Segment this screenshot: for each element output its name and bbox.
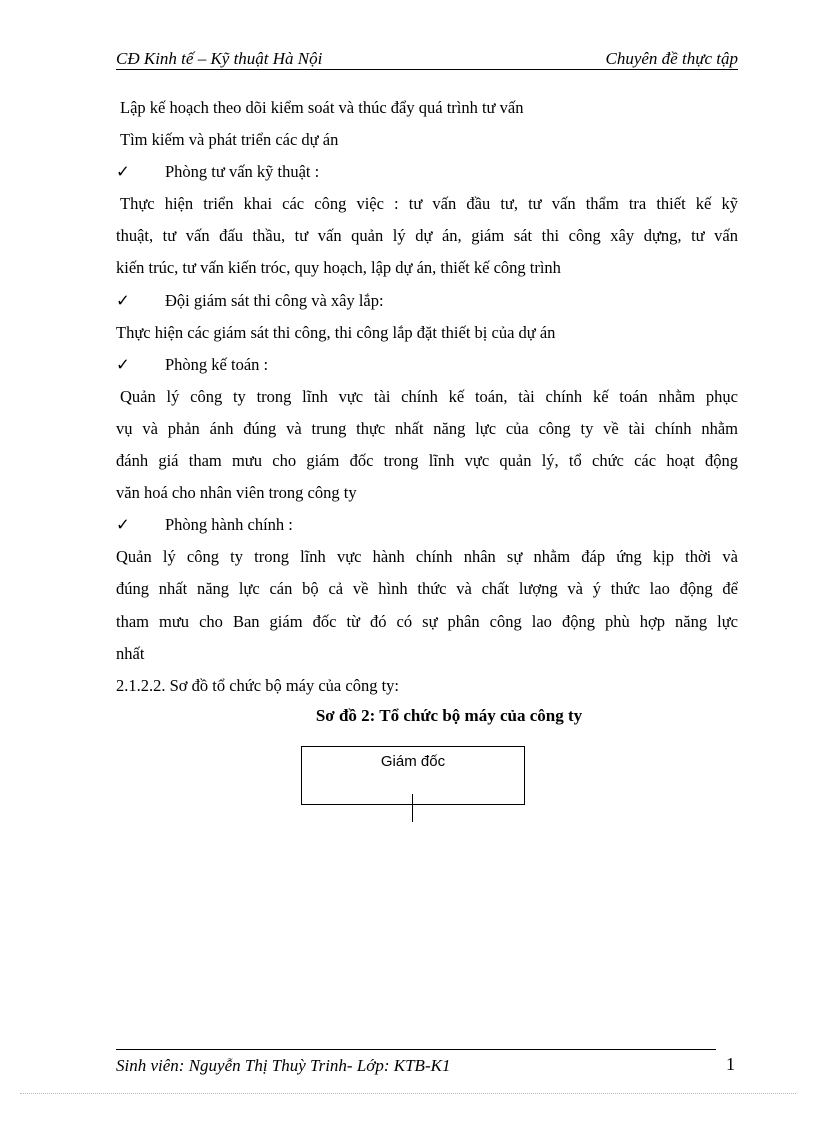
page-header: [116, 47, 738, 70]
org-connector-line: [412, 794, 413, 822]
section-heading-accounting: ✓ Phòng kế toán :: [116, 349, 738, 381]
section-number-heading: 2.1.2.2. Sơ đồ tổ chức bộ máy của công ty:: [116, 675, 399, 695]
page-bottom-border: [20, 1093, 796, 1094]
section-heading-supervision: ✓ Đội giám sát thi công và xây lắp:: [116, 285, 738, 317]
paragraph-line: thuật, tư vấn đấu thầu, tư vấn quản lý dự án, giám sát thi công xây dựng, tư vấn: [116, 226, 738, 246]
header-right: Chuyên đề thực tập: [605, 49, 738, 68]
paragraph: Tìm kiếm và phát triển các dự án: [120, 130, 339, 150]
paragraph: Lập kế hoạch theo dõi kiểm soát và thúc đẩy quá trình tư vấn: [120, 98, 524, 117]
paragraph-line: vụ và phản ánh đúng và trung thực nhất năng lực của công ty về tài chính nhằm: [116, 418, 738, 438]
check-icon: ✓: [116, 290, 130, 310]
header-left: CĐ Kinh tế – Kỹ thuật Hà Nội: [116, 49, 323, 68]
section-heading-technical: ✓ Phòng tư vấn kỹ thuật :: [116, 156, 738, 188]
check-icon: ✓: [116, 162, 130, 182]
paragraph-line: Thực hiện triển khai các công việc : tư vấn đầu tư, tư vấn thẩm tra thiết kế kỹ: [120, 194, 738, 214]
footer-student-info: Sinh viên: Nguyễn Thị Thuỳ Trinh- Lớp: KTB-K1: [116, 1056, 451, 1075]
paragraph-line: Quản lý công ty trong lĩnh vực tài chính kế toán, tài chính kế toán nhằm phục: [120, 386, 738, 406]
paragraph-line: Quản lý công ty trong lĩnh vực hành chính nhân sự nhằm đáp ứng kịp thời và: [116, 547, 738, 567]
org-box-label: Giám đốc: [380, 753, 446, 770]
page-number: 1: [726, 1054, 735, 1074]
check-icon: ✓: [116, 354, 130, 374]
section-heading-admin: ✓ Phòng hành chính :: [116, 509, 738, 541]
check-icon: ✓: [116, 515, 130, 535]
org-box-director: [301, 746, 525, 805]
paragraph-line: văn hoá cho nhân viên trong công ty: [116, 483, 357, 503]
paragraph-line: đúng nhất năng lực cán bộ cả về hình thức và chất lượng và ý thức lao động để: [116, 579, 738, 599]
paragraph-line: tham mưu cho Ban giám đốc từ đó có sự phân công lao động phù hợp năng lực: [116, 611, 738, 631]
diagram-title: Sơ đồ 2: Tổ chức bộ máy của công ty: [315, 706, 583, 725]
paragraph-line: đánh giá tham mưu cho giám đốc trong lĩnh vực quản lý, tổ chức các hoạt động: [116, 451, 738, 471]
paragraph-line: kiến trúc, tư vấn kiến tróc, quy hoạch, lập dự án, thiết kế công trình: [116, 258, 561, 278]
footer-rule: [116, 1049, 716, 1050]
paragraph: Thực hiện các giám sát thi công, thi công lắp đặt thiết bị của dự án: [116, 322, 556, 342]
paragraph-line: nhất: [116, 643, 145, 663]
document-body: [116, 92, 738, 702]
